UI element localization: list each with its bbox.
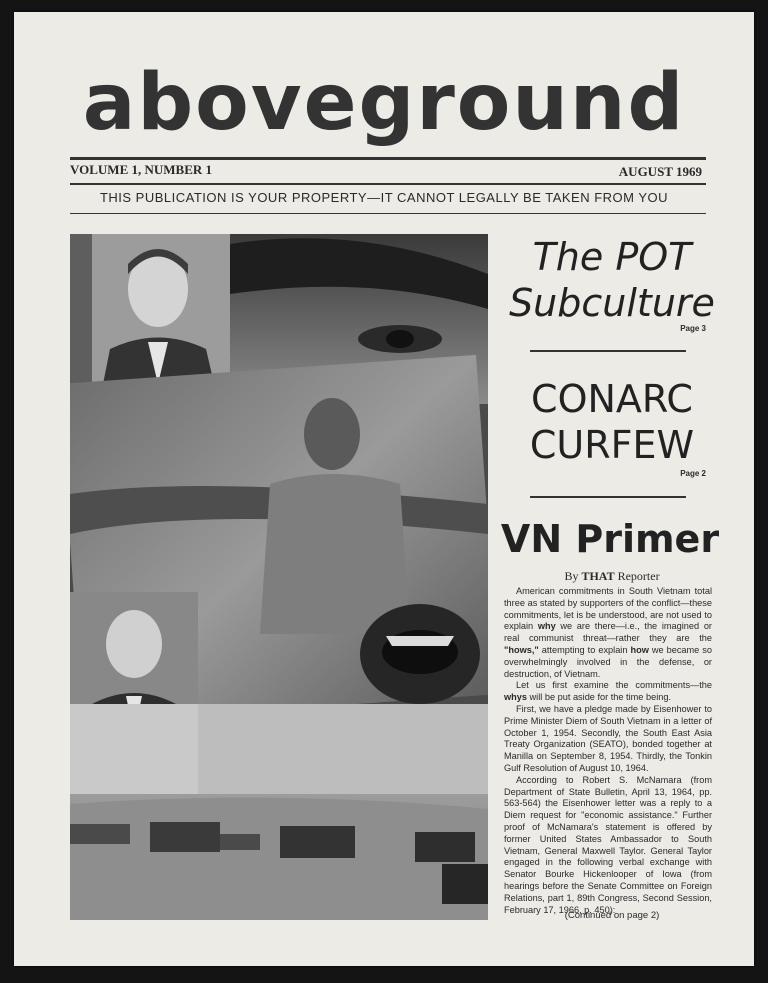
- headline-conarc-line1: CONARC: [531, 377, 693, 421]
- article-paragraph-3: First, we have a pledge made by Eisenhower to Prime Minister Diem of South Vietnam in a letter of October 1, 1954. Secondly, the South East Asia Treaty Organization (SEATO), bonded together at Manilla on September 8, 1954. Thirdly, the Tonkin Gulf Resolution of August 10, 1964.: [504, 703, 712, 773]
- headline-pot-subculture: [502, 234, 722, 326]
- headline-divider-1: [530, 350, 686, 352]
- headline-conarc-line2: CURFEW: [529, 423, 695, 467]
- volume-number: VOLUME 1, NUMBER 1: [70, 162, 213, 177]
- pot-page-ref: Page 3: [680, 324, 706, 333]
- tagline: THIS PUBLICATION IS YOUR PROPERTY—IT CANNOT LEGALLY BE TAKEN FROM YOU: [99, 190, 669, 205]
- photo-collage: [70, 234, 488, 920]
- masthead-rule-bottom: [70, 213, 706, 214]
- issue-date: AUGUST 1969: [618, 164, 702, 179]
- masthead-title: aboveground: [82, 58, 686, 148]
- byline-suffix: Reporter: [617, 569, 660, 583]
- continued-note: (Continued on page 2): [564, 910, 660, 921]
- newspaper-page: [14, 12, 754, 966]
- article-body: [504, 586, 712, 916]
- headline-conarc-curfew: [502, 376, 722, 468]
- masthead-rule-middle: [70, 183, 706, 185]
- article-paragraph-1: American commitments in South Vietnam total three as stated by supporters of the conflict—these commitments, let is be understood, are not used to explain why we are there—i.e., the imagined or real communist threat—rather they are the "hows," attempting to explain how we became so overwhelmingly involved in the defense, or destruction, of Vietnam.: [504, 586, 713, 679]
- article-byline: [502, 569, 722, 584]
- article-paragraph-2: Let us first examine the commitments—the whys will be put aside for the time being.: [504, 680, 712, 703]
- headline-divider-2: [530, 496, 686, 498]
- byline-name: THAT: [581, 569, 615, 583]
- article-paragraph-4: According to Robert S. McNamara (from Department of State Bulletin, April 13, 1964, pp. 563-564) the Eisenhower letter was a reply to a Diem request for "economic assistance." Further proof of McNamara's statement is offered by former United States Ambassador to South Vietnam, General Maxwell Taylor. General Taylor engaged in the following verbal exchange with Senator Bourke Hickenlooper of Iowa (from hearings before the Senate Committee on Foreign Relations, part 1, 89th Congress, Second Session, February 17, 1966, p. 450):: [504, 774, 712, 915]
- headline-pot-line1: The POT: [532, 235, 692, 279]
- conarc-page-ref: Page 2: [680, 469, 706, 478]
- masthead-rule-top: [70, 157, 706, 160]
- article-title: VN Primer: [500, 517, 720, 561]
- headline-pot-line2: Subculture: [509, 281, 715, 325]
- byline-prefix: By: [564, 569, 579, 583]
